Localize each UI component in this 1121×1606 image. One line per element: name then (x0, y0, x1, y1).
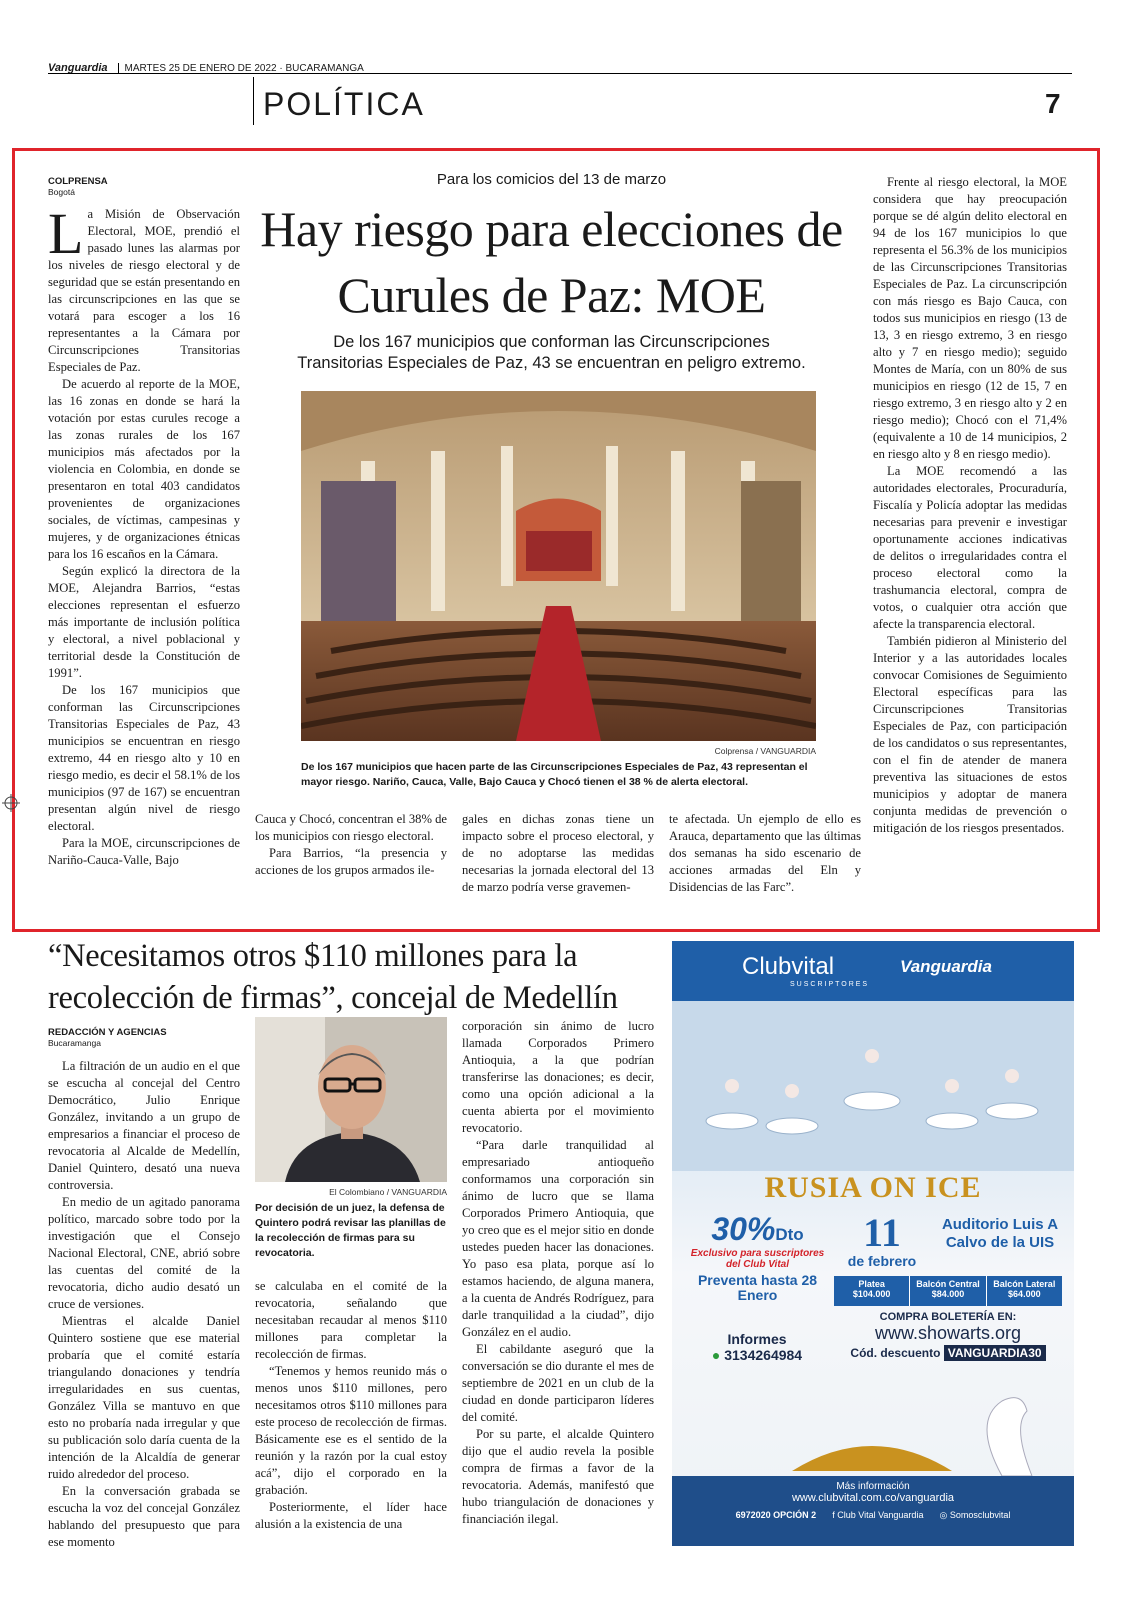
byline-agency: REDACCIÓN Y AGENCIAS (48, 1027, 167, 1038)
second-column-3 (462, 1018, 654, 1528)
byline-city: Bucaramanga (48, 1038, 101, 1048)
section-divider (253, 77, 254, 125)
price-cell: Balcón Lateral $64.000 (993, 1279, 1056, 1299)
footer-contacts (672, 1510, 1074, 1521)
paragraph: También pidieron al Ministerio del Interior y a las autoridades locales convocar Comisiones de Seguimiento Electoral específicas para las Circunscripciones Transitorias Especiales de Paz, con participación de los candidatos o sus representantes, con el fin de atender de manera preventiva las situaciones de estos municipios y adoptar de manera conjunta medidas de prevención o mitigación de los riesgos presentados. (873, 634, 1067, 835)
clubvital-sub: SUSCRIPTORES (790, 981, 870, 988)
masthead (48, 58, 1072, 74)
event-day: 11 (863, 1210, 901, 1255)
whatsapp-icon: ● (711, 1347, 721, 1363)
byline-agency: COLPRENSA (48, 176, 108, 187)
paragraph: Mientras el alcalde Daniel Quintero sostiene que ese material probaría que el comité estaría triangulando donaciones y tendría irregularidades en sus cuentas, González Villa se mantuvo en que esto no probaría nada irregular y que su publicación solo daría cuenta de la intención de la Alcaldía de generar ruido alrededor del proceso. (48, 1314, 240, 1481)
paragraph: De los 167 municipios que conforman las Circunscripciones Transitorias Especiales de Paz, 43 municipios se encuentran en riesgo extremo, 44 en riesgo alto y 10 en riesgo medio, es decir el 58.1% de los municipios (97 de 167) se encuentran presentan algún nivel de riesgo electoral. (48, 683, 240, 833)
second-column-1 (48, 1058, 240, 1551)
phone-number: 3134264984 (724, 1347, 803, 1363)
buy-block (832, 1311, 1064, 1360)
social-instagram[interactable]: Somosclubvital (949, 1510, 1011, 1520)
discount-unit: Dto (775, 1225, 804, 1244)
date-line: MARTES 25 DE ENERO DE 2022 · BUCARAMANGA (118, 63, 364, 74)
section-title: POLÍTICA (263, 86, 425, 122)
social-facebook[interactable]: Club Vital Vanguardia (837, 1510, 924, 1520)
registration-mark-icon (2, 794, 20, 812)
price-cell: Platea $104.000 (834, 1276, 910, 1306)
subheadline: De los 167 municipios que conforman las Circunscripciones Transitorias Especiales de Paz, 43 se encuentran en peligro extremo. (297, 333, 806, 372)
more-info-label: Más información (836, 1481, 910, 1492)
info-block (692, 1331, 822, 1363)
price-table (834, 1276, 1062, 1306)
second-column-2 (255, 1278, 447, 1533)
clubvital-advertisement[interactable] (672, 941, 1074, 1546)
photo-caption: Por decisión de un juez, la defensa de Quintero podrá revisar las planillas de la recolección de firmas para su revocatoria. (255, 1202, 446, 1259)
paragraph: La MOE recomendó a las autoridades electorales, Procuraduría, Fiscalía y Policía adoptar las medidas necesarias para prevenir e investigar oportunamente acciones indicativas de delitos o irregularidades contra el proceso electoral como la trashumancia electoral, compra de votos, o cualquier otra acción que afecte la transparencia electoral. (873, 464, 1067, 631)
paragraph: De acuerdo al reporte de la MOE, las 16 zonas en donde se hará la votación por estas curules recoge a las zonas rurales de los 167 municipios más afectados por la violencia en Colombia, en donde se presentaron en total 403 candidatos provenientes de organizaciones sociales, de víctimas, campesinas y mujeres, y de organizaciones étnicas para los 16 escaños en la Cámara. (48, 377, 240, 561)
paragraph: Frente al riesgo electoral, la MOE considera que hay preocupación porque se dé algún delito electoral en 94 de los 167 municipios lo que representa el 56.3% de los municipios de las Circunscripciones Transitorias Especiales de Paz. La circunscripción con más riesgo es Bajo Cauca, con todos sus municipios en riesgo (13 de 13, 3 en riesgo extremo, 3 en riesgo alto y 7 en riesgo medio); seguido Montes de María, con un 80% de sus municipios en riesgo (12 de 15, 7 en riesgo extremo, 3 en riesgo alto y 2 en riesgo medio); Chocó con el 71,4% (equivalente a 10 de 14 municipios, 2 en riesgo alto y 8 en riesgo medio). (873, 175, 1067, 461)
info-label: Informes (727, 1331, 787, 1347)
byline-city: Bogotá (48, 187, 75, 197)
paragraph: En la conversación grabada se escucha la voz del concejal González hablando del presupuesto que para ese momento (48, 1484, 240, 1549)
paragraph: Por su parte, el alcalde Quintero dijo que el audio revela la posible compra de firmas a favor de la revocatoria. Además, manifestó que hubo triangulación de donaciones y financiación ilegal. (462, 1427, 654, 1526)
paragraph: te afectada. Un ejemplo de ello es Arauca, departamento que las últimas dos semanas ha sido escenario de acciones armadas del Eln y Disidencias de las Farc”. (669, 812, 861, 894)
paragraph: El cabildante aseguró que la conversación se dio durante el mes de septiembre de 2021 en un club de la ciudad en donde participaron líderes del comité. (462, 1342, 654, 1424)
page-number: 7 (1045, 88, 1061, 119)
paragraph: En medio de un agitado panorama político, marcado sobre todo por la investigación que el Consejo Nacional Electoral, CNE, abrió sobre las cuentas del comité de la revocatoria, dicho audio desató un cruce de versiones. (48, 1195, 240, 1311)
event-month: de febrero (847, 1253, 917, 1269)
drop-cap: L (48, 201, 84, 266)
kicker: Para los comicios del 13 de marzo (436, 171, 667, 188)
paragraph: La filtración de un audio en el que se escucha al concejal del Centro Democrático, Julio Enrique González, invitando a un grupo de empresarios a financiar el proceso de revocatoria al Alcalde de Medellín, Daniel Quintero, desató una nueva controversia. (48, 1059, 240, 1192)
paragraph: Para la MOE, circunscripciones de Nariño-Cauca-Valle, Bajo (48, 836, 240, 867)
main-headline: Hay riesgo para elecciones de Curules de Paz: MOE (260, 201, 843, 323)
header-rule (48, 73, 1072, 74)
exclusive-text: Exclusivo para suscriptores del Club Vital (690, 1248, 825, 1270)
photo-credit: Colprensa / VANGUARDIA (714, 746, 816, 756)
paragraph: Posteriormente, el líder hace alusión a la existencia de una (255, 1500, 447, 1531)
paragraph: Para Barrios, “la presencia y acciones de los grupos armados ile- (255, 846, 447, 877)
paragraph: corporación sin ánimo de lucro llamada Corporados Primero Antioquia, a la que podrían transferirse las donaciones; es decir, como una opción adicional a la cuenta abierta por el movimiento revocatorio. (462, 1019, 654, 1135)
paragraph: “Tenemos y hemos reunido más o menos unos $110 millones, pero necesitamos otros $110 millones para este proceso de recolección de firmas. Básicamente ese es el sentido de la reunión y la razón por la cual estoy acá”, dijo el corporado en la grabación. (255, 1364, 447, 1497)
price-cell: Balcón Central $84.000 (910, 1276, 986, 1306)
ad-logo-bar (672, 941, 1074, 1001)
brand-logo: Vanguardia (48, 62, 108, 74)
swan-book-illustration (672, 1381, 1074, 1481)
paragraph: se calculaba en el comité de la revocatoria, señalando que necesitaban recaudar al menos $110 millones para completar la recolección de firmas. (255, 1279, 447, 1361)
ice-dancers-illustration (672, 1001, 1074, 1171)
paragraph: a Misión de Observación Electoral, MOE, prendió el pasado lunes las alarmas por los niveles de riesgo electoral y de seguridad que se están presentando en las circunscripciones en las que se votará para escoger a los 16 representantes a la Cámara por Circunscripciones Transitorias Especiales de Paz. (48, 207, 240, 374)
clubvital-logo: Clubvital (742, 953, 835, 980)
second-headline: “Necesitamos otros $110 millones para la recolección de firmas”, concejal de Medellín (48, 938, 618, 1016)
ad-title: RUSIA ON ICE (764, 1171, 982, 1204)
info-phone (692, 1347, 822, 1363)
instagram-icon: ◎ (939, 1510, 948, 1520)
paragraph: “Para darle tranquilidad al empresariado antioqueño conformamos una corporación sin ánimo de lucro que se llama Corporados Primero Antioquia, que yo creo que es el mejor sitio en donde ustedes pueden hacer las donaciones. Yo paso esa plata, porque así lo estamos haciendo, de alguna manera, a la cuenta de Andrés Rodríguez, para darle tranquilidad a la ciudad”, dijo González en el audio. (462, 1138, 654, 1339)
paragraph: Cauca y Chocó, concentran el 38% de los municipios con riesgo electoral. (255, 812, 447, 843)
photo-caption: De los 167 municipios que hacen parte de las Circunscripciones Especiales de Paz, 43 representan el mayor riesgo. Nariño, Cauca, Valle, Bajo Cauca y Chocó tienen el 38 % de alerta electoral. (301, 761, 808, 788)
main-byline (48, 176, 108, 197)
discount-code: Cód. descuento VANGUARDIA30 (832, 1346, 1064, 1360)
ad-footer (672, 1476, 1074, 1546)
paragraph: gales en dichas zonas tiene un impacto sobre el proceso electoral, y de no adoptarse las medidas necesarias la jornada electoral del 13 de marzo podría verse gravemen- (462, 812, 654, 894)
buy-site-link[interactable]: www.showarts.org (874, 1323, 1022, 1343)
presale-text: Preventa hasta 28 Enero (697, 1272, 818, 1303)
discount-box (690, 1211, 825, 1303)
more-info-url[interactable]: www.clubvital.com.co/vanguardia (791, 1492, 955, 1504)
photo-credit: El Colombiano / VANGUARDIA (329, 1187, 447, 1197)
main-column-4 (669, 811, 861, 896)
congress-chamber-photo (301, 391, 816, 741)
buy-label: COMPRA BOLETERÍA EN: (879, 1311, 1017, 1323)
vanguardia-logo: Vanguardia (900, 957, 992, 976)
main-column-2 (255, 811, 447, 879)
event-date (832, 1210, 932, 1269)
discount-value: 30% (711, 1211, 776, 1247)
footer-phone: 6972020 OPCIÓN 2 (735, 1510, 817, 1520)
facebook-icon: f (832, 1510, 835, 1520)
second-byline (48, 1027, 167, 1048)
event-venue: Auditorio Luis A Calvo de la UIS (941, 1216, 1059, 1251)
main-column-5 (873, 174, 1067, 837)
main-column-3 (462, 811, 654, 896)
portrait-photo (255, 1017, 447, 1182)
main-column-1 (48, 201, 240, 869)
paragraph: Según explicó la directora de la MOE, Alejandra Barrios, “estas elecciones representan el esfuerzo más importante de inclusión política y electoral, a nivel poblacional y territorial desde la Constitución de 1991”. (48, 564, 240, 680)
